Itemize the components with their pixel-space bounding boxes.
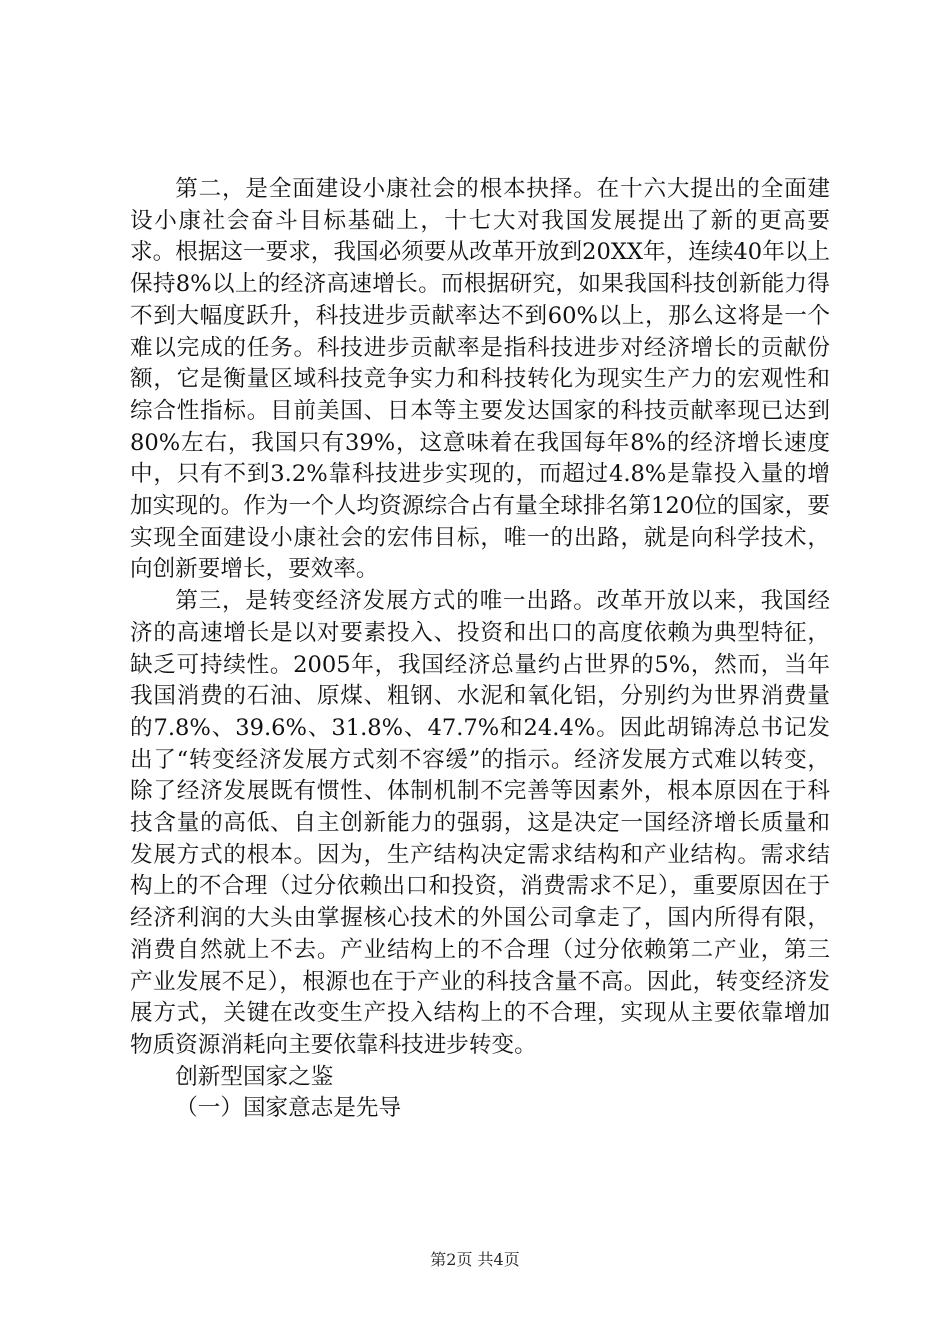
page-footer: 第2页 共4页 [430,1250,520,1269]
document-body [130,174,830,1125]
sub-heading: （一）国家意志是先导 [175,1095,402,1122]
section-heading: 创新型国家之鉴 [175,1063,334,1090]
paragraph-third: 第三，是转变经济发展方式的唯一出路。改革开放以来，我国经济的高速增长是以对要素投入、投资和出口的高度依赖为典型特征，缺乏可持续性。2005年，我国经济总量约占世界的5%，然而，当年我国消费的石油、原煤、粗钢、水泥和氧化铝，分别约为世界消费量的7.8%、39.6%、31.8%、47.7%和24.4%。因此胡锦涛总书记发出了“转变经济发展方式刻不容缓”的指示。经济发展方式难以转变，除了经济发展既有惯性、体制机制不完善等因素外，根本原因在于科技含量的高低、自主创新能力的强弱，这是决定一国经济增长质量和发展方式的根本。因为，生产结构决定需求结构和产业结构。需求结构上的不合理（过分依赖出口和投资，消费需求不足），重要原因在于经济利润的大头由掌握核心技术的外国公司拿走了，国内所得有限，消费自然就上不去。产业结构上的不合理（过分依赖第二产业，第三产业发展不足），根源也在于产业的科技含量不高。因此，转变经济发展方式，关键在改变生产投入结构上的不合理，实现从主要依靠增加物质资源消耗向主要依靠科技进步转变。 [130,588,830,1058]
paragraph-second: 第二，是全面建设小康社会的根本抉择。在十六大提出的全面建设小康社会奋斗目标基础上，十七大对我国发展提出了新的更高要求。根据这一要求，我国必须要从改革开放到20XX年，连续40年以上保持8%以上的经济高速增长。而根据研究，如果我国科技创新能力得不到大幅度跃升，科技进步贡献率达不到60%以上，那么这将是一个难以完成的任务。科技进步贡献率是指科技进步对经济增长的贡献份额，它是衡量区域科技竞争实力和科技转化为现实生产力的宏观性和综合性指标。目前美国、日本等主要发达国家的科技贡献率现已达到80%左右，我国只有39%，这意味着在我国每年8%的经济增长速度中，只有不到3.2%靠科技进步实现的，而超过4.8%是靠投入量的增加实现的。作为一个人均资源综合占有量全球排名第120位的国家，要实现全面建设小康社会的宏伟目标，唯一的出路，就是向科学技术，向创新要增长，要效率。 [130,176,830,583]
